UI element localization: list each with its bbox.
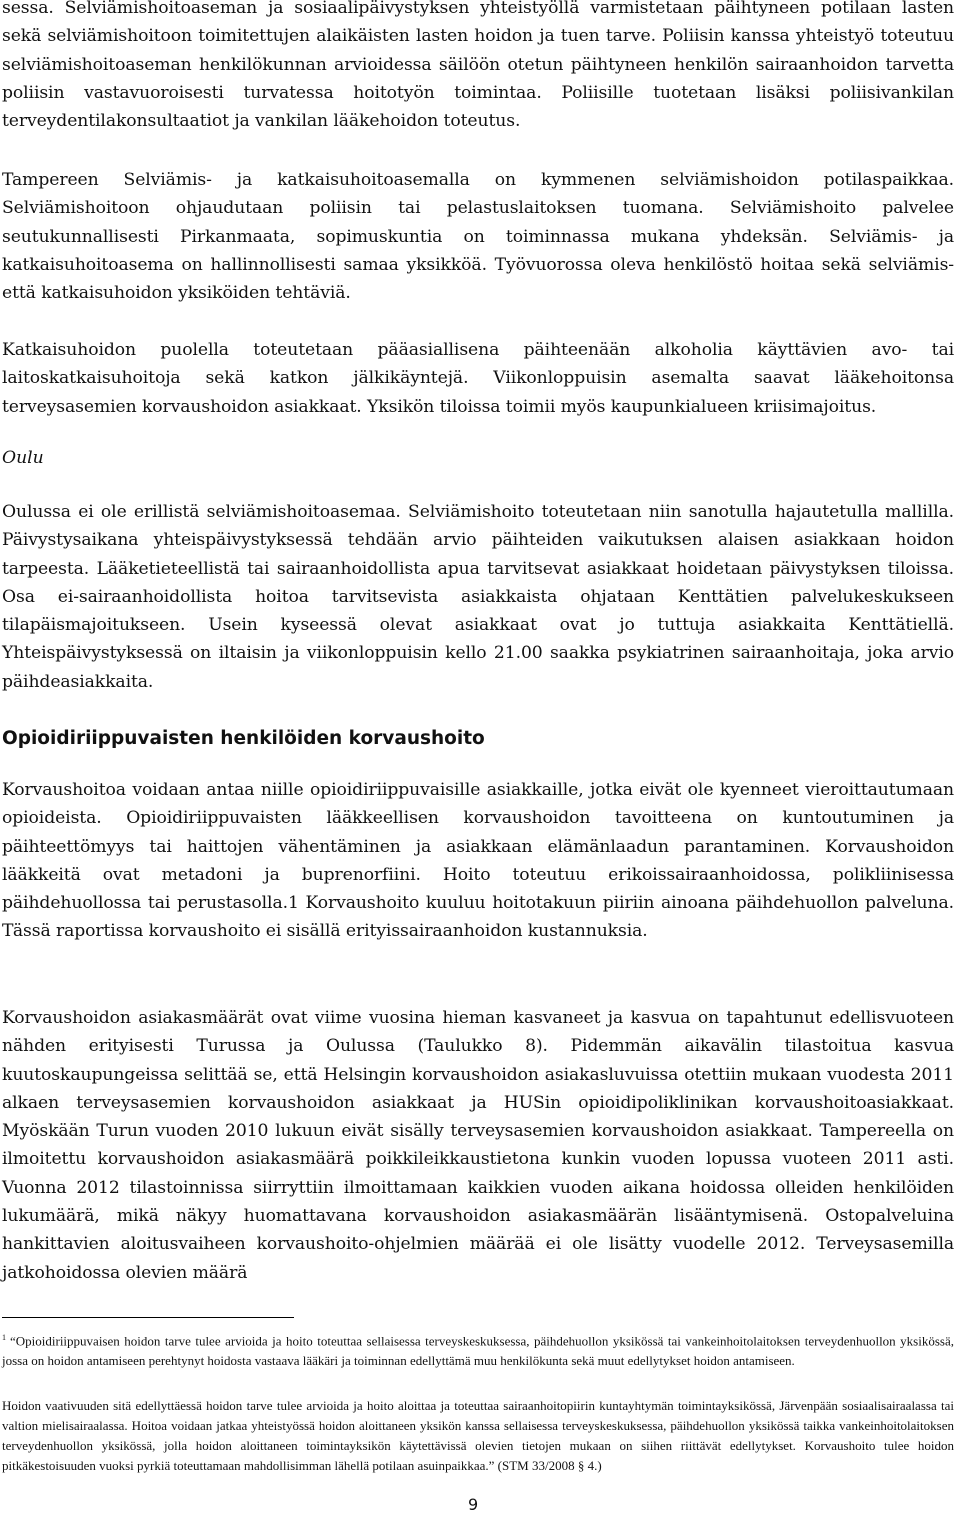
footnote-marker: 1 (2, 1333, 6, 1342)
page-number: 9 (468, 1495, 479, 1514)
paragraph-asiakasmaarat: Korvaushoidon asiakasmäärät ovat viime vuosina hieman kasvaneet ja kasvua on tapahtunut edellisvuoteen nähden erityisesti Turussa ja Oulussa (Taulukko 8). Pidemmän aikavälin tilastoitua kasvua kuutoskaupungeissa selittää se, että Helsingin korvaushoidon asiakasluvuissa otettiin mukaan vuodesta 2011 alkaen terveysasemien korvaushoidon asiakkaat ja HUSin opioidipoliklinikan korvaushoitoasiakkaat. Myöskään Turun vuoden 2010 lukuun eivät sisälly terveysasemien korvaushoidon asiakkaat. Tampereella on ilmoitettu korvaushoidon asiakasmäärä poikkileikkaustietona kunkin vuoden lopussa vuoteen 2011 asti. Vuonna 2012 tilastoinnissa siirryttiin ilmoittamaan kaikkien vuoden aikana hoidossa olleiden henkilöiden lukumäärä, mikä näkyy huomattavana korvaushoidon asiakasmäärän lisääntymisenä. Ostopalveluina hankittavien aloitusvaiheen korvaushoito-ohjelmien määrää ei ole lisätty vuodelle 2012. Terveysasemilla jatkohoidossa olevien määrä (2, 1008, 954, 1283)
paragraph-katkaisuhoito: Katkaisuhoidon puolella toteutetaan pääasiallisena päihteenään alkoholia käyttävien avo- tai laitoskatkaisuhoitoja sekä katkon jälkikäyntejä. Viikonloppuisin asemalta saavat lääkehoitonsa terveysasemien korvaushoidon asiakkaat. Yksikön tiloissa toimii myös kaupunkialueen kriisimajoitus. (2, 340, 954, 417)
paragraph-oulu: Oulussa ei ole erillistä selviämishoitoasemaa. Selviämishoito toteutetaan niin sanotulla hajautetulla mallilla. Päivystysaikana yhteispäivystyksessä tehdään arvio päihteiden vaikutuksen alaisen asiakkaan hoidon tarpeesta. Lääketieteellistä tai sairaanhoidollista apua tarvitsevat asiakkaat hoidetaan päivystyksen tiloissa. Osa ei-sairaanhoidollista hoitoa tarvitsevista asiakkaista ohjataan Kenttätien palvelukeskukseen tilapäismajoitukseen. Usein kyseessä olevat asiakkaat ovat jo tuttuja asiakkaita Kenttätiellä. Yhteispäivystyksessä on iltaisin ja viikonloppuisin kello 21.00 saakka psykiatrinen sairaanhoitaja, joka arvio päihdeasiakkaita. (2, 502, 954, 692)
footnote-divider (2, 1317, 294, 1318)
paragraph-tampere: Tampereen Selviämis- ja katkaisuhoitoasemalla on kymmenen selviämishoidon potilaspaikkaa. Selviämishoitoon ohjaudutaan poliisin tai pelastuslaitoksen tuomana. Selviämishoito palvelee seutukunnallisesti Pirkanmaata, sopimuskuntia on toiminnassa mukana yhdeksän. Selviämis- ja katkaisuhoitoasema on hallinnollisesti samaa yksikköä. Työvuorossa oleva henkilöstö hoitaa sekä selviämis- että katkaisuhoidon yksiköiden tehtäviä. (2, 170, 954, 304)
heading-oulu: Oulu (2, 448, 44, 468)
paragraph-selviamishoito-cooperation: sessa. Selviämishoitoaseman ja sosiaalipäivystyksen yhteistyöllä varmistetaan päihtyneen potilaan lasten sekä selviämishoitoon toimitettujen alaikäisten lasten hoidon ja tuen tarve. Poliisin kanssa yhteistyö toteutuu selviämishoitoaseman henkilökunnan arvioidessa säilöön otetun päihtyneen henkilön sairaanhoidon tarvetta poliisin vastavuoroisesti turvatessa hoitotyön toimintaa. Poliisille tuotetaan lisäksi poliisivankilan terveydentilakonsultaatiot ja vankilan lääkehoidon toteutus. (2, 0, 954, 132)
footnote-1-continued: Hoidon vaativuuden sitä edellyttäessä hoidon tarve tulee arvioida ja hoito aloittaa ja toteuttaa sairaanhoitopiirin kuntayhtymän toimintayksikössä, Järvenpään sosiaalisairaalassa tai valtion mielisairaalassa. Hoitoa voidaan jatkaa yhteistyössä hoidon aloittaneen yksikön kanssa sellaisessa terveyskeskuksessa, päihdehuollon yksikössä taikka vankeinhoitolaitoksen terveydenhuollon yksikössä, jolla hoidon aloittaneen toimintayksikön käytettävissä olevien tietojen mukaan on siihen riittävät edellytykset. Korvaushoito tulee hoidon pitkäkestoisuuden vuoksi pyrkiä toteuttamaan mahdollisimman lähellä potilaan asuinpaikkaa.” (STM 33/2008 § 4.) (2, 1398, 954, 1473)
footnote-1-text: “Opioidiriippuvaisen hoidon tarve tulee arvioida ja hoito toteuttaa sellaisessa terveyskeskuksessa, päihdehuollon yksikössä tai vankeinhoitolaitoksen terveydenhuollon yksikössä, jossa on hoidon antamiseen perehtynyt hoidosta vastaava lääkäri ja toiminnan edellyttämä muu henkilökunta sekä muut edellytykset hoidon antamiseen. (2, 1333, 954, 1369)
paragraph-korvaushoito: Korvaushoitoa voidaan antaa niille opioidiriippuvaisille asiakkaille, jotka eivät ole kyenneet vieroittautumaan opioideista. Opioidiriippuvaisten lääkkeellisen korvaushoidon tavoitteena on kuntoutuminen ja päihteettömyys tai haittojen vähentäminen ja asiakkaan elämänlaadun parantaminen. Korvaushoidon lääkkeitä ovat metadoni ja buprenorfiini. Hoito toteutuu erikoissairaanhoidossa, polikliinisessa päihdehuollossa tai perustasolla.1 Korvaushoito kuuluu hoitotakuun piiriin ainoana päihdehuollon palveluna. Tässä raportissa korvaushoito ei sisällä erityissairaanhoidon kustannuksia. (2, 780, 954, 942)
heading-opioid-substitution: Opioidiriippuvaisten henkilöiden korvaushoito (2, 728, 485, 749)
footnote-1 (2, 1328, 954, 1371)
